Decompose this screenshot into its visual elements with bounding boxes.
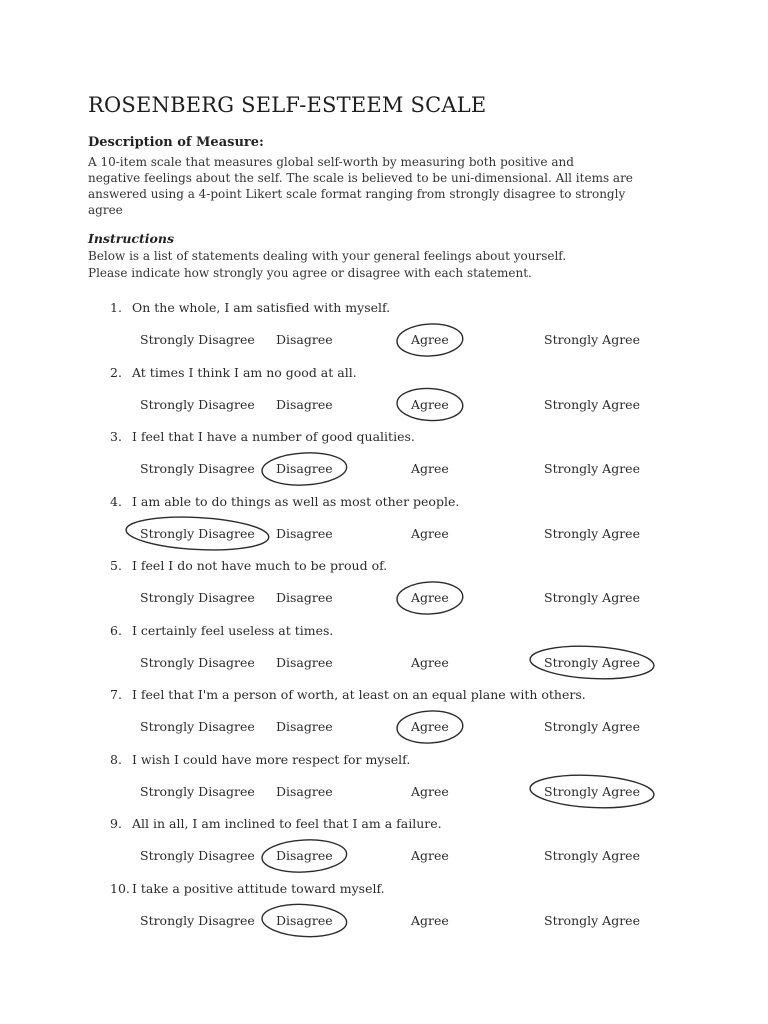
description-line: answered using a 4-point Likert scale format ranging from strongly disagree to strongly	[88, 187, 626, 201]
item-text: On the whole, I am satisfied with myself.	[132, 300, 391, 315]
item-text: I feel that I have a number of good qualities.	[132, 429, 415, 444]
item-number: 4.	[110, 493, 122, 509]
option-disagree[interactable]: Disagree	[276, 783, 333, 799]
option-disagree[interactable]: Disagree	[276, 848, 333, 863]
option-strongly-agree[interactable]: Strongly Agree	[544, 332, 640, 347]
item-number: 6.	[110, 622, 122, 638]
option-agree[interactable]: Agree	[411, 654, 449, 670]
item-number: 10.	[110, 880, 130, 896]
option-agree[interactable]: Agree	[411, 783, 449, 799]
option-disagree[interactable]: Disagree	[276, 590, 333, 605]
option-agree[interactable]: Agree	[411, 719, 449, 734]
item-text: At times I think I am no good at all.	[132, 364, 357, 380]
description-heading: Description of Measure:	[88, 135, 264, 150]
option-strongly-agree[interactable]: Strongly Agree	[544, 654, 640, 670]
item-number: 7.	[110, 687, 122, 702]
option-strongly-disagree[interactable]: Strongly Disagree	[140, 461, 255, 476]
item-statement	[110, 816, 442, 831]
item-statement	[110, 494, 459, 509]
item-text: I take a positive attitude toward myself.	[132, 880, 385, 896]
description-line: negative feelings about the self. The scale is believed to be uni-dimensional. All items are	[88, 171, 633, 185]
option-agree[interactable]: Agree	[411, 525, 449, 541]
option-agree[interactable]: Agree	[411, 590, 449, 605]
option-strongly-disagree[interactable]: Strongly Disagree	[140, 332, 255, 347]
option-strongly-disagree[interactable]: Strongly Disagree	[140, 525, 255, 541]
item-statement	[110, 623, 333, 638]
option-strongly-agree[interactable]: Strongly Agree	[544, 396, 640, 412]
item-text: I certainly feel useless at times.	[132, 622, 334, 638]
item-statement	[110, 558, 387, 573]
item-text: I feel I do not have much to be proud of.	[132, 558, 388, 573]
option-agree[interactable]: Agree	[411, 332, 449, 347]
option-disagree[interactable]: Disagree	[276, 332, 333, 347]
option-agree[interactable]: Agree	[411, 396, 449, 412]
description-body	[88, 154, 648, 218]
option-strongly-agree[interactable]: Strongly Agree	[544, 590, 640, 605]
description-line: agree	[88, 203, 123, 217]
option-strongly-disagree[interactable]: Strongly Disagree	[140, 590, 255, 605]
item-number: 5.	[110, 558, 122, 573]
option-agree[interactable]: Agree	[411, 848, 449, 863]
option-disagree[interactable]: Disagree	[276, 525, 333, 541]
instructions-heading: Instructions	[88, 231, 175, 246]
item-text: I am able to do things as well as most other people.	[132, 493, 460, 509]
option-strongly-agree[interactable]: Strongly Agree	[544, 719, 640, 734]
option-strongly-disagree[interactable]: Strongly Disagree	[140, 848, 255, 863]
option-disagree[interactable]: Disagree	[276, 396, 333, 412]
option-strongly-disagree[interactable]: Strongly Disagree	[140, 912, 255, 928]
option-strongly-disagree[interactable]: Strongly Disagree	[140, 783, 255, 799]
item-number: 9.	[110, 816, 122, 831]
item-statement	[110, 365, 357, 380]
item-number: 3.	[110, 429, 122, 444]
item-text: All in all, I am inclined to feel that I am a failure.	[132, 816, 442, 831]
option-disagree[interactable]: Disagree	[276, 461, 333, 476]
item-statement	[110, 881, 385, 896]
option-strongly-agree[interactable]: Strongly Agree	[544, 461, 640, 476]
instructions-line: Please indicate how strongly you agree or disagree with each statement.	[88, 266, 532, 280]
item-statement	[110, 300, 390, 315]
option-disagree[interactable]: Disagree	[276, 912, 333, 928]
option-strongly-agree[interactable]: Strongly Agree	[544, 783, 640, 799]
item-statement	[110, 752, 410, 767]
item-statement	[110, 429, 415, 444]
item-text: I feel that I'm a person of worth, at least on an equal plane with others.	[132, 687, 586, 702]
description-line: A 10-item scale that measures global self-worth by measuring both positive and	[88, 155, 574, 169]
instructions-body	[88, 248, 648, 282]
option-agree[interactable]: Agree	[411, 461, 449, 476]
option-strongly-agree[interactable]: Strongly Agree	[544, 848, 640, 863]
option-disagree[interactable]: Disagree	[276, 654, 333, 670]
option-strongly-disagree[interactable]: Strongly Disagree	[140, 396, 255, 412]
item-number: 2.	[110, 364, 122, 380]
item-number: 8.	[110, 751, 122, 767]
option-agree[interactable]: Agree	[411, 912, 449, 928]
item-statement	[110, 687, 586, 702]
instructions-line: Below is a list of statements dealing with your general feelings about yourself.	[88, 249, 567, 263]
option-strongly-disagree[interactable]: Strongly Disagree	[140, 654, 255, 670]
option-strongly-disagree[interactable]: Strongly Disagree	[140, 719, 255, 734]
document-title: ROSENBERG SELF-ESTEEM SCALE	[88, 93, 487, 117]
item-text: I wish I could have more respect for myself.	[132, 751, 411, 767]
option-strongly-agree[interactable]: Strongly Agree	[544, 525, 640, 541]
option-disagree[interactable]: Disagree	[276, 719, 333, 734]
item-number: 1.	[110, 300, 122, 315]
option-strongly-agree[interactable]: Strongly Agree	[544, 912, 640, 928]
